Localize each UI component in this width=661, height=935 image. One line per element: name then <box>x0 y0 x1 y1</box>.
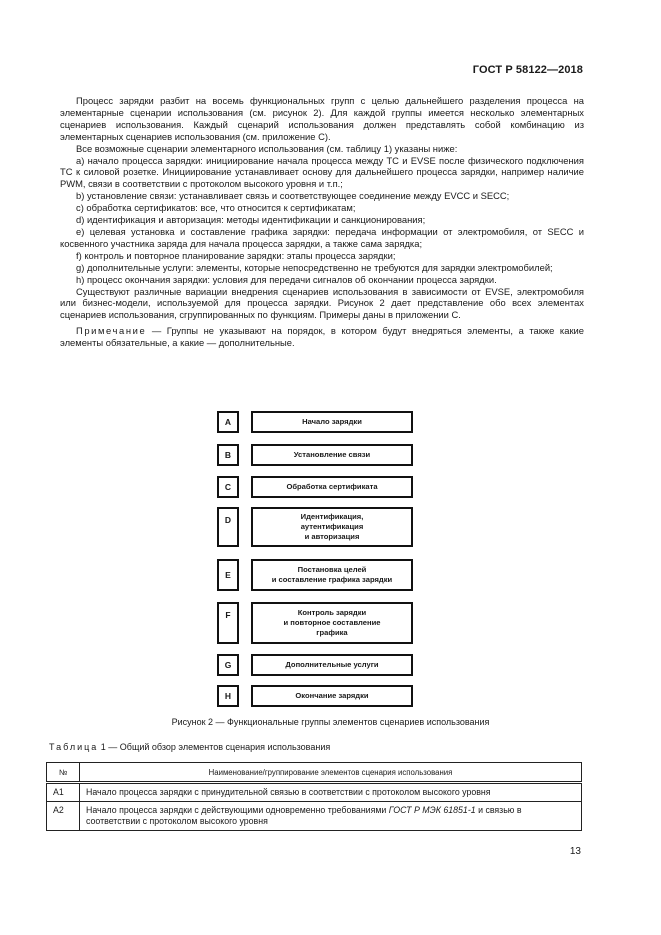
row-number: A1 <box>47 783 80 802</box>
group-letter: C <box>217 476 239 498</box>
group-letter: E <box>217 559 239 591</box>
group-label: Дополнительные услуги <box>251 654 413 676</box>
table-title-text: 1 — Общий обзор элементов сценария использования <box>98 742 331 752</box>
row-number: A2 <box>47 802 80 831</box>
group-h <box>217 685 413 707</box>
group-letter: G <box>217 654 239 676</box>
group-g <box>217 654 413 676</box>
paragraph: Все возможные сценарии элементарного использования (см. таблицу 1) указаны ниже: <box>76 142 458 154</box>
table-header-row <box>47 763 582 783</box>
group-f <box>217 602 413 644</box>
row-description: Начало процесса зарядки с принудительной связью в соответствии с протоколом высокого уровня <box>80 783 582 802</box>
group-letter: F <box>217 602 239 644</box>
group-d <box>217 507 413 547</box>
table-title-label: Таблица <box>49 742 99 752</box>
note-label: Примечание <box>76 325 147 337</box>
standard-reference: ГОСТ Р МЭК 61851-1 <box>388 805 476 815</box>
list-item-f: f) контроль и повторное планирование зарядки: этапы процесса зарядки; <box>76 249 396 261</box>
list-item-d: d) идентификация и авторизация: методы идентификации и санкционирования; <box>76 214 426 226</box>
group-label: Контроль зарядки и повторное составление графика <box>251 602 413 644</box>
list-item-e: e) целевая установка и составление графика зарядки: передача информации от электромобиля, от SECC и косвенного участника заряда для начала процесса зарядки, а также сама зарядка; <box>60 225 584 249</box>
list-item-g: g) дополнительные услуги: элементы, которые непосредственно не требуются для зарядки электромобилей; <box>76 261 553 273</box>
group-a <box>217 411 413 433</box>
note <box>60 325 584 349</box>
note-text: — Группы не указывают на порядок, в котором будут внедряться элементы, а также какие элементы обязательные, а какие — дополнительные. <box>60 325 584 349</box>
group-label: Установление связи <box>251 444 413 466</box>
group-letter: A <box>217 411 239 433</box>
list-item-a: a) начало процесса зарядки: инициирование начала процесса между ТС и EVSE после физического подключения ТС к силовой розетке. Инициирование устанавливает основу для дальнейшего процесса зарядки, например наличие PWM, связи в соответствии с протоколом высокого уровня и т.п.; <box>60 154 584 190</box>
row-description: Начало процесса зарядки с действующими одновременно требованиями ГОСТ Р МЭК 61851-1 и связью в соответствии с протоколом высокого уровня <box>80 802 582 831</box>
list-item-h: h) процесс окончания зарядки: условия для передачи сигналов об окончании процесса зарядки. <box>76 273 497 285</box>
column-header-number: № <box>47 763 80 783</box>
group-letter: D <box>217 507 239 547</box>
paragraph: Существуют различные вариации внедрения сценариев использования в зависимости от EVSE, электромобиля или бизнес-модели, используемой для процесса зарядки. Рисунок 2 дает представление обо всех элементах сценариев использования, сгруппированных по функциям. Примеры даны в приложении С. <box>60 285 584 321</box>
list-item-c: c) обработка сертификатов: все, что относится к сертификатам; <box>76 202 356 214</box>
group-b <box>217 444 413 466</box>
list-item-b: b) установление связи: устанавливает связь и соответствующее соединение между EVCC и SECC; <box>76 190 510 202</box>
table-row <box>47 802 582 831</box>
group-label: Окончание зарядки <box>251 685 413 707</box>
column-header-name: Наименование/группирование элементов сценария использования <box>80 763 582 783</box>
functional-groups-diagram <box>217 411 413 711</box>
table-row <box>47 783 582 802</box>
group-label: Идентификация, аутентификация и авторизация <box>251 507 413 547</box>
page-number: 13 <box>569 846 581 857</box>
figure-caption: Рисунок 2 — Функциональные группы элементов сценариев использования <box>171 717 490 727</box>
group-c <box>217 476 413 498</box>
group-e <box>217 559 413 591</box>
body-text <box>60 95 584 349</box>
group-label: Постановка целей и составление графика зарядки <box>251 559 413 591</box>
standard-designation: ГОСТ Р 58122—2018 <box>472 64 583 76</box>
group-label: Обработка сертификата <box>251 476 413 498</box>
group-letter: B <box>217 444 239 466</box>
group-letter: H <box>217 685 239 707</box>
use-case-elements-table <box>46 762 582 831</box>
table-title <box>49 742 330 752</box>
paragraph: Процесс зарядки разбит на восемь функциональных групп с целью дальнейшего разделения процесса на элементарные сценарии использования (см. рисунок 2). Для каждой группы имеется несколько элементарных сценариев использования. Каждый сценарий использования должен представлять собой комбинацию из элементарных сценариев использования (см. приложение С). <box>60 95 584 142</box>
group-label: Начало зарядки <box>251 411 413 433</box>
